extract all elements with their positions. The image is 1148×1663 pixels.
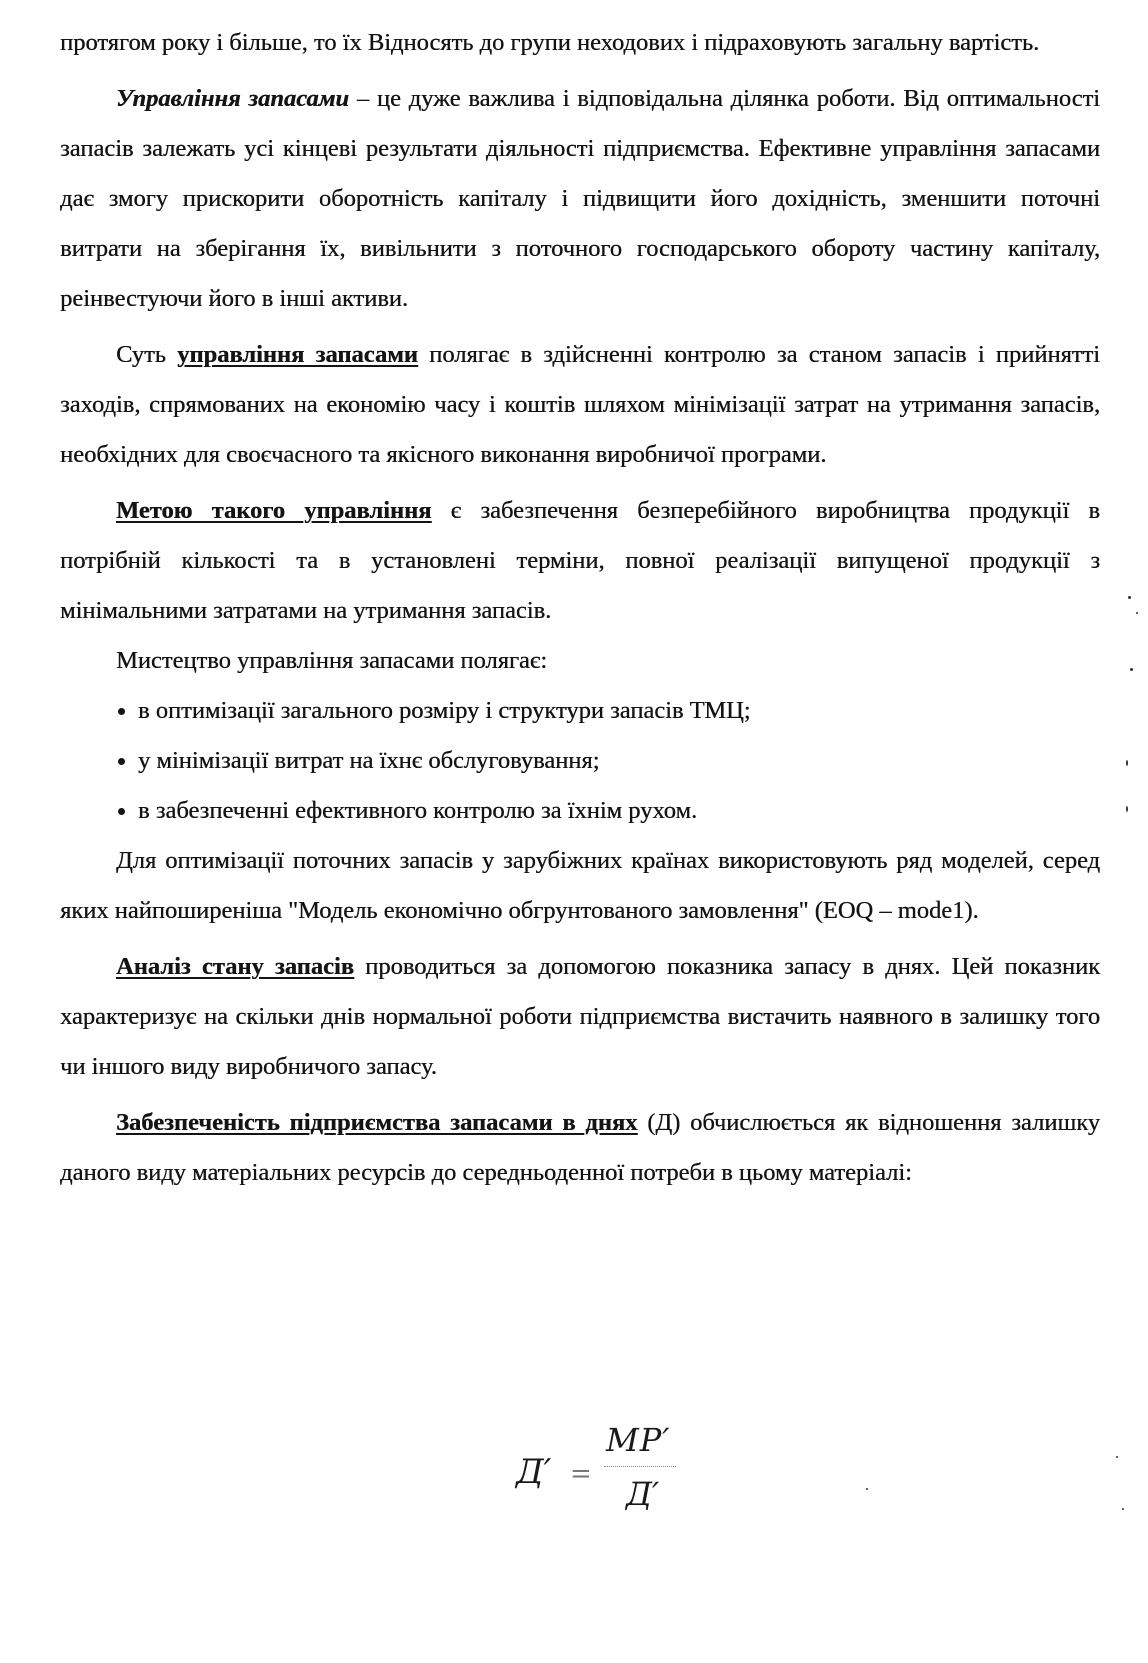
formula-numerator: МР′: [606, 1421, 671, 1459]
scan-speck: [1136, 612, 1138, 614]
formula: [0, 1418, 1148, 1528]
paragraph-analysis: [60, 942, 1100, 1092]
scan-speck: [1128, 596, 1131, 599]
list-item: [60, 686, 1100, 736]
paragraph-provision: [60, 1098, 1100, 1198]
list-item: [60, 786, 1100, 836]
bullet-list: [60, 686, 1100, 836]
paragraph-essence-text: полягає в здійсненні контролю за станом запасів і прийнятті заходів, спрямованих на економію часу і коштів шляхом мінімізації затрат на утримання запасів, необхідних для своєчасного та якісного виконання виробничої програми.: [60, 341, 1100, 468]
term-goal: Метою такого управління: [116, 497, 432, 524]
list-item-text: в забезпеченні ефективного контролю за їхнім рухом.: [138, 797, 698, 824]
formula-fraction-bar: [604, 1466, 676, 1467]
scan-speck: [866, 1488, 868, 1490]
paragraph-provision-text: (Д) обчислюється як відношення залишку даного виду матеріальних ресурсів до середньоденної потреби в цьому матеріалі:: [60, 1109, 1101, 1186]
paragraph-models: Для оптимізації поточних запасів у зарубіжних країнах використовують ряд моделей, серед яких найпоширеніша "Модель економічно обгрунтованого замовлення" (EOQ – mode1).: [60, 847, 1100, 924]
term-analysis: Аналіз стану запасів: [116, 953, 354, 980]
scan-speck: [1122, 1508, 1124, 1510]
formula-equals: =: [570, 1459, 592, 1489]
formula-denominator: Д′: [626, 1475, 660, 1513]
scan-speck: [1130, 668, 1133, 671]
paragraph-inventory-management: [60, 74, 1100, 324]
paragraph-art: Мистецтво управління запасами полягає:: [116, 647, 548, 674]
paragraph-goal: [60, 486, 1100, 636]
paragraph-essence: [60, 330, 1100, 480]
paragraph-analysis-text: проводиться за допомогою показника запасу в днях. Цей показник характеризує на скільки днів нормальної роботи підприємства вистачить наявного в залишку того чи іншого виду виробничого запасу.: [60, 953, 1100, 1080]
scan-speck: [1126, 806, 1128, 812]
document-page: [60, 18, 1100, 1198]
formula-lhs: Д′: [516, 1452, 552, 1492]
scan-speck: [1116, 1456, 1118, 1458]
term-inventory-management: Управління запасами: [116, 85, 350, 112]
paragraph-essence-lead: Суть: [116, 341, 178, 368]
paragraph-continuation: протягом року і більше, то їх Відносять до групи неходових і підраховують загальну вартість.: [60, 29, 1040, 56]
term-provision: Забезпеченість підприємства запасами в днях: [116, 1109, 638, 1136]
paragraph-goal-text: є забезпечення безперебійного виробництва продукції в потрібній кількості та в установлені терміни, повної реалізації випущеної продукції з мінімальними затратами на утримання запасів.: [60, 497, 1100, 624]
list-item-text: у мінімізації витрат на їхнє обслуговування;: [138, 747, 600, 774]
list-item: [60, 736, 1100, 786]
list-item-text: в оптимізації загального розміру і структури запасів ТМЦ;: [138, 697, 751, 724]
paragraph-inventory-management-text: – це дуже важлива і відповідальна ділянка роботи. Від оптимальності запасів залежать усі кінцеві результати діяльності підприємства. Ефективне управління запасами дає змогу прискорити оборотність капіталу і підвищити його дохідність, зменшити поточні витрати на зберігання їх, вивільнити з поточного господарського обороту частину капіталу, реінвестуючи його в інші активи.: [60, 85, 1100, 312]
scan-speck: [1126, 760, 1128, 766]
term-management-link: управління запасами: [177, 341, 418, 368]
